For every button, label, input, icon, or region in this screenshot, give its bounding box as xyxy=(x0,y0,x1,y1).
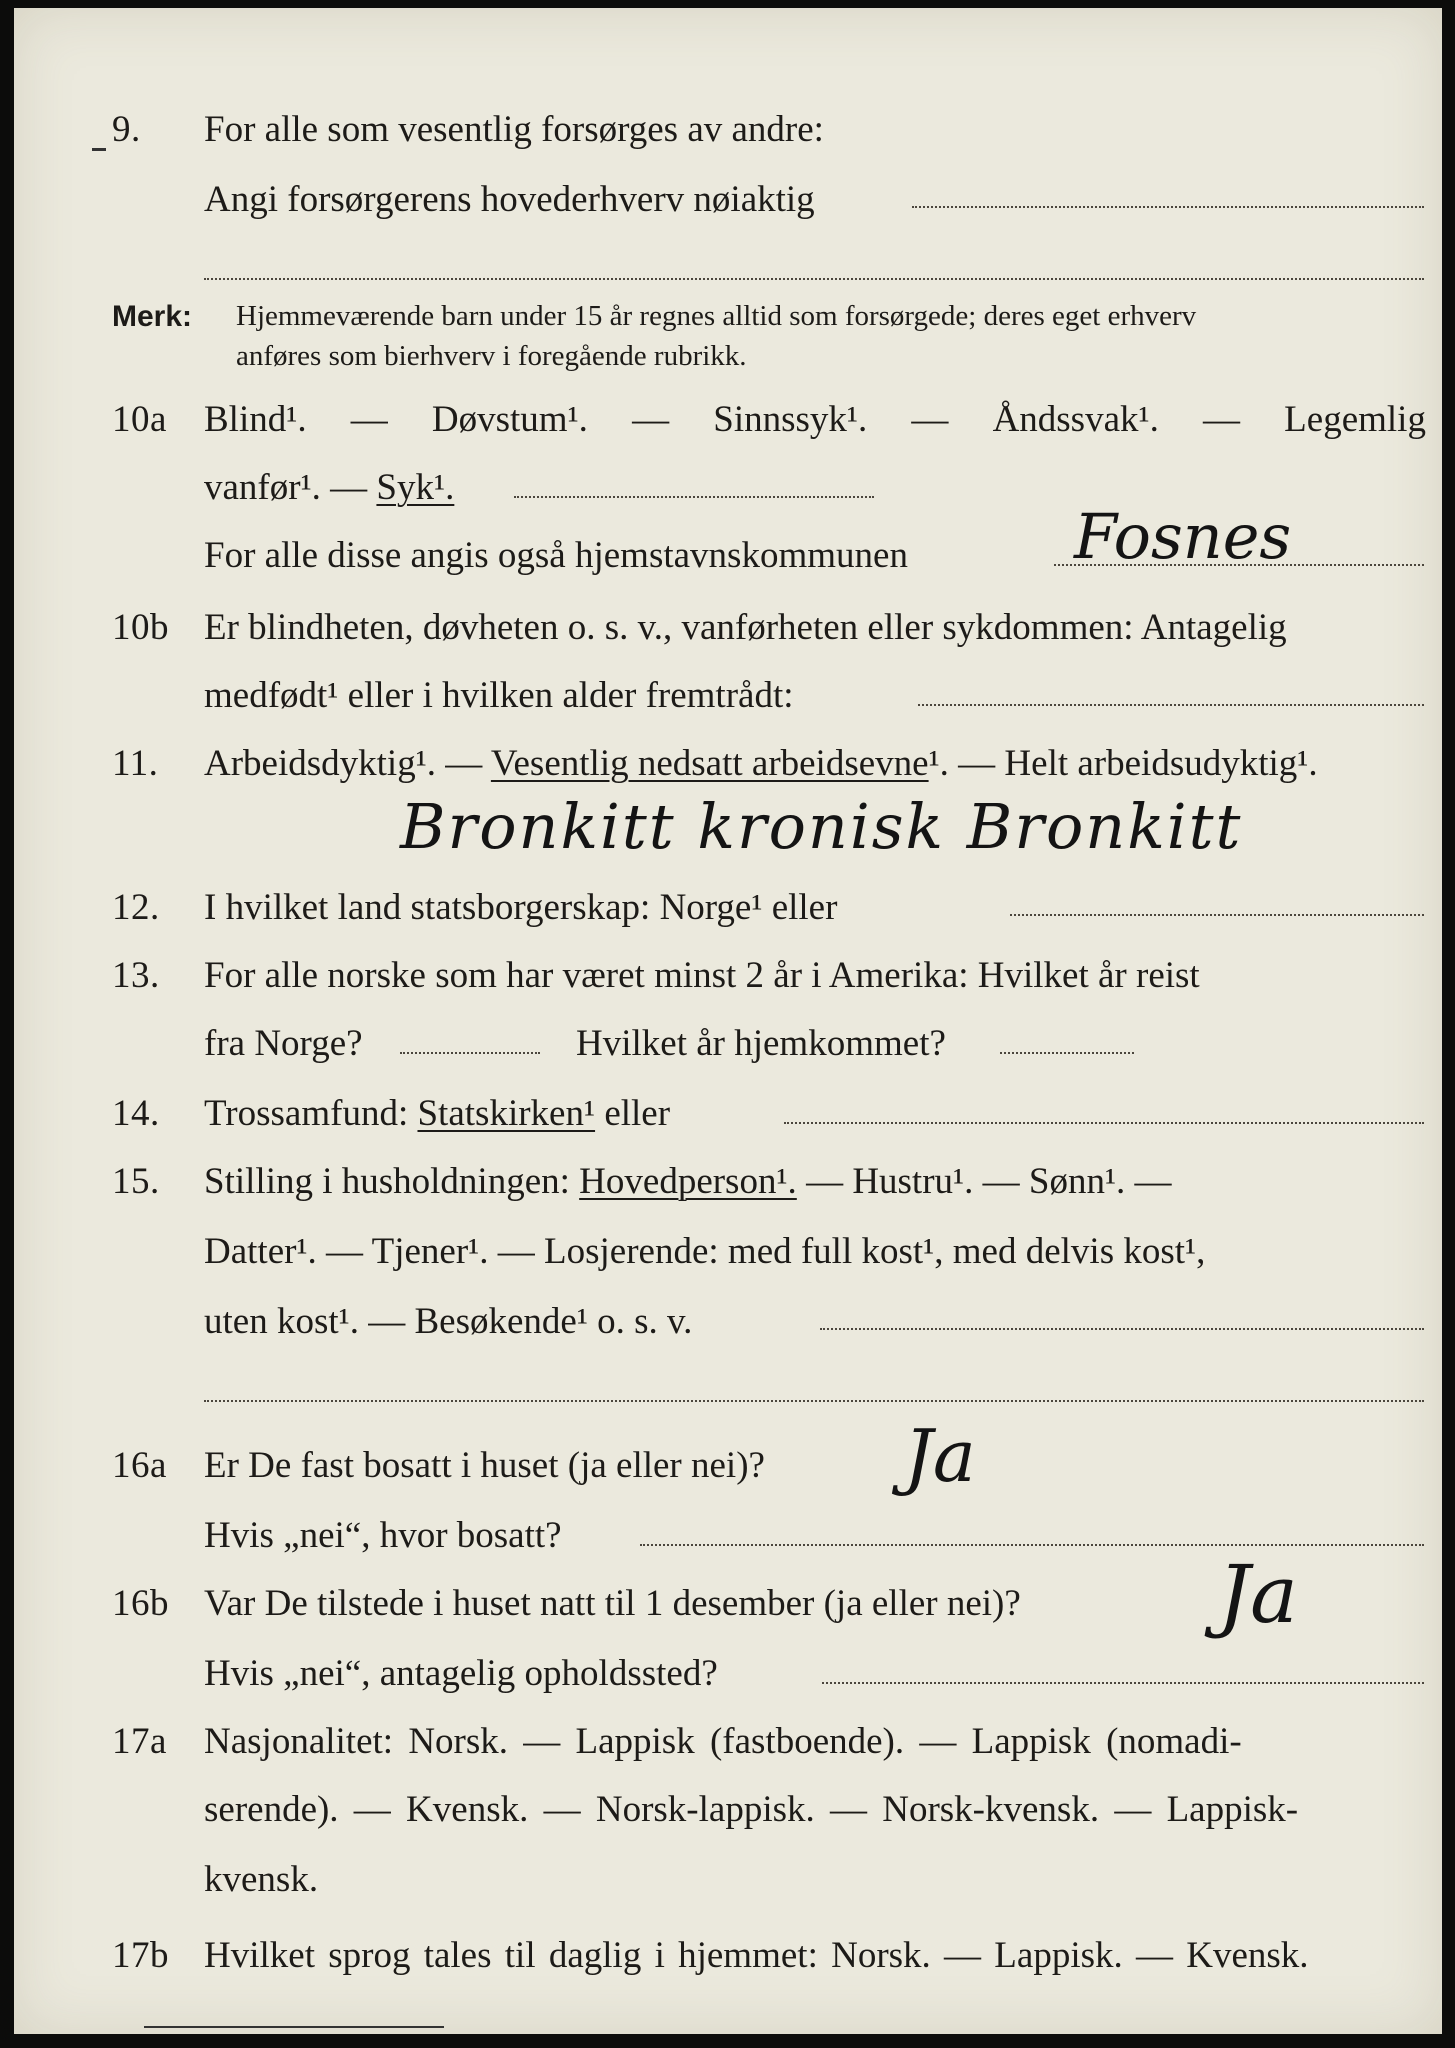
q10a-option-sinnssyk: Sinnssyk¹. xyxy=(713,399,868,440)
q14-line1 xyxy=(204,1092,670,1135)
q14-number: 14. xyxy=(112,1093,160,1134)
margin-mark xyxy=(92,148,106,151)
q16a-line2: Hvis „nei“, hvor bosatt? xyxy=(204,1515,562,1556)
q15-answer-field[interactable] xyxy=(820,1328,1424,1330)
q10a-dash: — xyxy=(632,399,670,440)
q14-answer-field[interactable] xyxy=(784,1122,1424,1124)
q9-line2: Angi forsørgerens hovederhverv nøiaktig xyxy=(204,179,815,220)
q16b-handwritten-answer: Ja xyxy=(1218,1548,1298,1641)
q15-answer-field-2[interactable] xyxy=(204,1400,1424,1402)
q9-answer-field[interactable] xyxy=(912,206,1424,208)
q15-option-hovedperson: Hovedperson¹. xyxy=(579,1161,797,1202)
q10a-option-dovstum: Døvstum¹. xyxy=(431,399,588,440)
q17a-number: 17a xyxy=(112,1721,167,1762)
census-form-page xyxy=(14,8,1442,2034)
q11-option-nedsatt: Vesentlig nedsatt arbeidsevne xyxy=(490,743,929,784)
q10a-line3: For alle disse angis også hjemstavnskommunen xyxy=(204,535,908,576)
merk-line1: Hjemmeværende barn under 15 år regnes alltid som forsørgede; deres eget erhverv xyxy=(236,300,1197,332)
q13-hjemkommet-field[interactable] xyxy=(1000,1052,1134,1054)
q10a-option-andssvak: Åndssvak¹. xyxy=(992,399,1159,440)
q11-option-helt: ¹. — Helt arbeidsudyktig¹. xyxy=(928,743,1318,784)
q17a-line1: Nasjonalitet: Norsk. — Lappisk (fastboende). — Lappisk (nomadi- xyxy=(204,1721,1242,1762)
q14-eller: eller xyxy=(595,1093,671,1134)
q10a-handwritten-answer: Fosnes xyxy=(1074,500,1292,573)
q15-line1 xyxy=(204,1160,1172,1203)
q14-option-statskirken: Statskirken¹ xyxy=(417,1093,596,1134)
q10b-answer-field[interactable] xyxy=(918,704,1424,706)
q15-label: Stilling i husholdningen: xyxy=(204,1161,580,1202)
q10a-option-syk: Syk¹. xyxy=(376,467,455,508)
q10a-option-legemlig: Legemlig xyxy=(1284,399,1426,440)
q11-handwritten-answer: Bronkitt kronisk Bronkitt xyxy=(400,790,1243,863)
q11-number: 11. xyxy=(112,743,159,784)
q16a-line1: Er De fast bosatt i huset (ja eller nei)? xyxy=(204,1445,765,1486)
q10a-number: 10a xyxy=(112,399,167,440)
q16b-line1: Var De tilstede i huset natt til 1 desember (ja eller nei)? xyxy=(204,1583,1021,1624)
q15-line2: Datter¹. — Tjener¹. — Losjerende: med full kost¹, med delvis kost¹, xyxy=(204,1231,1206,1272)
q13-line1: For alle norske som har været minst 2 år i Amerika: Hvilket år reist xyxy=(204,955,1200,996)
bottom-rule xyxy=(144,2026,444,2028)
q16a-handwritten-answer: Ja xyxy=(904,1414,976,1498)
q10a-option-blind: Blind¹. xyxy=(204,399,307,440)
q10a-dash: — xyxy=(1203,399,1241,440)
q10b-line1: Er blindheten, døvheten o. s. v., vanførheten eller sykdommen: Antagelig xyxy=(204,607,1287,648)
q16b-number: 16b xyxy=(112,1583,169,1624)
q13-line2b: Hvilket år hjemkommet? xyxy=(576,1023,946,1064)
q9-line1: For alle som vesentlig forsørges av andre: xyxy=(204,109,824,150)
q10a-dash: — xyxy=(911,399,949,440)
q15-line3: uten kost¹. — Besøkende¹ o. s. v. xyxy=(204,1301,693,1342)
q15-number: 15. xyxy=(112,1161,160,1202)
q10a-line1 xyxy=(204,398,1426,441)
q14-label: Trossamfund: xyxy=(204,1093,418,1134)
q12-answer-field[interactable] xyxy=(1010,914,1424,916)
q17a-line2: serende). — Kvensk. — Norsk-lappisk. — Norsk-kvensk. — Lappisk- xyxy=(204,1789,1299,1830)
q15-options-rest: — Hustru¹. — Sønn¹. — xyxy=(796,1161,1172,1202)
q17a-line3: kvensk. xyxy=(204,1859,319,1900)
q10a-dash: — xyxy=(350,399,388,440)
q17b-number: 17b xyxy=(112,1935,169,1976)
q10b-line2: medfødt¹ eller i hvilken alder fremtrådt: xyxy=(204,675,794,716)
q11-option-arbeidsdyktig: Arbeidsdyktig¹. — xyxy=(204,743,491,784)
q16a-number: 16a xyxy=(112,1445,167,1486)
q13-line2a: fra Norge? xyxy=(204,1023,363,1064)
merk-line2: anføres som bierhverv i foregående rubrikk. xyxy=(236,340,747,372)
q9-number: 9. xyxy=(112,109,141,150)
q12-line1: I hvilket land statsborgerskap: Norge¹ eller xyxy=(204,887,838,928)
q12-number: 12. xyxy=(112,887,160,928)
q9-answer-field-2[interactable] xyxy=(204,278,1424,280)
q17b-line1: Hvilket sprog tales til daglig i hjemmet: Norsk. — Lappisk. — Kvensk. xyxy=(204,1935,1309,1976)
q13-number: 13. xyxy=(112,955,160,996)
q16b-line2: Hvis „nei“, antagelig opholdssted? xyxy=(204,1653,718,1694)
q16b-answer-field[interactable] xyxy=(822,1682,1424,1684)
q11-line1 xyxy=(204,742,1318,785)
q16a-answer-field[interactable] xyxy=(640,1544,1424,1546)
q10b-number: 10b xyxy=(112,607,169,648)
merk-label: Merk: xyxy=(112,300,193,333)
q13-reist-field[interactable] xyxy=(400,1052,540,1054)
q10a-option-vanfor: vanfør¹. — xyxy=(204,467,377,508)
q10a-answer-field[interactable] xyxy=(514,496,874,498)
q10a-line2 xyxy=(204,466,454,509)
